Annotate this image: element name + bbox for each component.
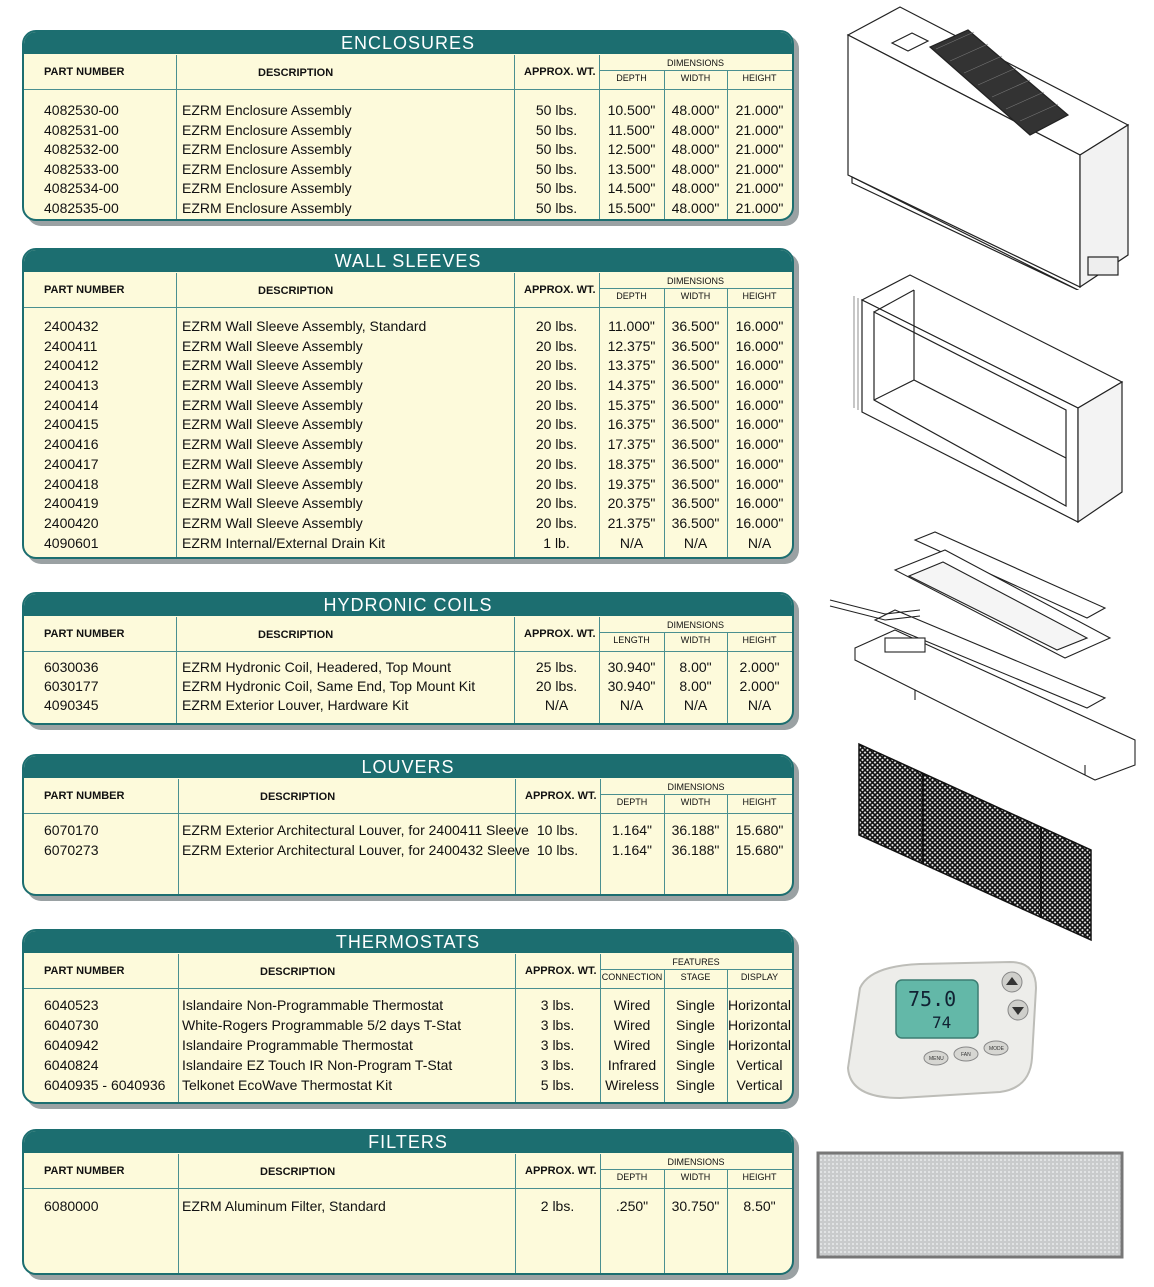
- value-col-2: 36.500": [671, 416, 720, 433]
- subcolumn-header: DEPTH: [616, 291, 647, 301]
- part-number: 6070170: [44, 822, 99, 838]
- value-col-2: 36.500": [671, 475, 720, 492]
- approx-weight: 50 lbs.: [535, 160, 578, 177]
- table-row: [24, 376, 792, 396]
- value-col-2: Single: [676, 1017, 715, 1033]
- description: Telkonet EcoWave Thermostat Kit: [182, 1077, 393, 1093]
- description-header: DESCRIPTION: [258, 67, 334, 79]
- part-number: 2400420: [44, 514, 99, 531]
- part-number: 2400413: [44, 377, 99, 394]
- section-title: FILTERS: [24, 1131, 792, 1153]
- approx-weight: 2 lbs.: [540, 1198, 575, 1214]
- table-row: [24, 1197, 792, 1217]
- subcolumn-header: DISPLAY: [740, 972, 779, 982]
- subcolumn-header: WIDTH: [680, 291, 711, 301]
- part-number: 6030177: [44, 678, 99, 695]
- value-col-3: 8.50": [743, 1198, 776, 1214]
- table-row: [24, 841, 792, 861]
- group-header: DIMENSIONS: [667, 782, 725, 792]
- set-temp-readout: 75.0: [908, 987, 957, 1011]
- value-col-2: N/A: [683, 534, 708, 551]
- value-col-1: Wired: [613, 997, 651, 1013]
- value-col-1: 11.000": [608, 318, 655, 334]
- value-col-2: 36.500": [671, 455, 720, 472]
- description: EZRM Wall Sleeve Assembly: [182, 514, 363, 531]
- value-col-2: 48.000": [671, 160, 720, 177]
- value-col-3: N/A: [747, 697, 772, 714]
- value-col-1: 12.375": [607, 337, 656, 354]
- table-row: [24, 677, 792, 696]
- value-col-3: 16.000": [735, 396, 784, 413]
- value-col-2: 48.000": [671, 141, 720, 158]
- part-number: 6040730: [44, 1017, 99, 1033]
- value-col-1: Infrared: [607, 1057, 657, 1073]
- value-col-1: 14.375": [607, 377, 656, 394]
- wall-sleeve-illustration: [850, 270, 1135, 525]
- value-col-3: 16.000": [735, 416, 784, 433]
- approx-weight-header: APPROX. WT.: [524, 284, 596, 296]
- louver-illustration: [855, 740, 1095, 945]
- subcolumn-header: LENGTH: [613, 635, 650, 645]
- approx-weight: 20 lbs.: [535, 416, 578, 433]
- value-col-1: 12.500": [607, 141, 656, 158]
- value-col-2: 36.188": [671, 841, 720, 858]
- table-row: [24, 1036, 792, 1056]
- value-col-3: 21.000": [735, 160, 784, 177]
- header-divider: [24, 988, 792, 989]
- table-row: [24, 179, 792, 199]
- group-header: DIMENSIONS: [666, 58, 724, 68]
- table-row: [24, 1076, 792, 1096]
- subcolumn-header: WIDTH: [680, 1172, 711, 1182]
- value-col-2: 36.500": [671, 396, 720, 413]
- approx-weight: 50 lbs.: [535, 180, 578, 197]
- part-number: 6070273: [44, 841, 99, 858]
- filters-section: [22, 1129, 794, 1275]
- value-col-3: 16.000": [735, 377, 784, 394]
- value-col-1: Wired: [613, 1017, 651, 1033]
- description: EZRM Wall Sleeve Assembly: [182, 396, 363, 413]
- value-col-2: Single: [676, 1057, 715, 1073]
- approx-weight: 50 lbs.: [535, 199, 578, 216]
- group-divider: [600, 1169, 792, 1170]
- part-number: 2400419: [44, 495, 99, 512]
- value-col-3: 16.000": [735, 495, 784, 512]
- table-row: [24, 1056, 792, 1076]
- group-divider: [599, 632, 792, 633]
- description: EZRM Enclosure Assembly: [182, 160, 352, 177]
- value-col-3: 16.000": [735, 318, 784, 334]
- value-col-2: 8.00": [679, 659, 712, 675]
- description: EZRM Wall Sleeve Assembly: [182, 475, 363, 492]
- value-col-1: 14.500": [607, 180, 656, 197]
- table-body: [24, 317, 792, 553]
- approx-weight-header: APPROX. WT.: [524, 66, 596, 78]
- table-row: [24, 121, 792, 141]
- approx-weight-header: APPROX. WT.: [525, 965, 597, 977]
- part-number: 6040935 - 6040936: [44, 1077, 166, 1093]
- value-col-2: 36.500": [671, 514, 720, 531]
- approx-weight: 3 lbs.: [540, 1017, 575, 1033]
- value-col-2: 30.750": [671, 1198, 720, 1214]
- approx-weight-header: APPROX. WT.: [524, 628, 596, 640]
- group-divider: [599, 288, 792, 289]
- value-col-3: Horizontal: [727, 997, 792, 1013]
- value-col-1: 30.940": [607, 678, 656, 695]
- table-row: [24, 415, 792, 435]
- column-divider: [664, 1170, 665, 1273]
- subcolumn-header: DEPTH: [616, 797, 648, 807]
- header-divider: [24, 307, 792, 308]
- approx-weight-header: APPROX. WT.: [525, 1165, 597, 1177]
- description: EZRM Wall Sleeve Assembly: [182, 455, 363, 472]
- approx-weight: 20 lbs.: [535, 337, 578, 354]
- description: EZRM Enclosure Assembly: [182, 121, 352, 138]
- description: EZRM Wall Sleeve Assembly: [182, 436, 363, 453]
- part-number: 4082532-00: [44, 141, 119, 158]
- table-row: [24, 494, 792, 514]
- table-row: [24, 317, 792, 337]
- description: EZRM Enclosure Assembly: [182, 199, 352, 216]
- approx-weight: 20 lbs.: [535, 475, 578, 492]
- value-col-3: 16.000": [735, 436, 784, 453]
- description-header: DESCRIPTION: [260, 1166, 336, 1178]
- description: EZRM Wall Sleeve Assembly: [182, 495, 363, 512]
- value-col-3: 16.000": [735, 514, 784, 531]
- value-col-3: 16.000": [735, 455, 784, 472]
- value-col-2: 36.500": [671, 436, 720, 453]
- part-number-header: PART NUMBER: [44, 965, 125, 977]
- approx-weight: 25 lbs.: [535, 659, 578, 675]
- approx-weight: 20 lbs.: [535, 455, 578, 472]
- table-row: [24, 199, 792, 219]
- header-divider: [24, 1188, 792, 1189]
- table-body: [24, 1197, 792, 1217]
- approx-weight: 50 lbs.: [535, 102, 578, 118]
- description: EZRM Wall Sleeve Assembly: [182, 416, 363, 433]
- enclosures-section: [22, 30, 794, 221]
- value-col-2: N/A: [683, 697, 708, 714]
- part-number: 2400414: [44, 396, 99, 413]
- approx-weight: 3 lbs.: [540, 1037, 575, 1053]
- subcolumn-header: WIDTH: [680, 797, 711, 807]
- table-row: [24, 435, 792, 455]
- value-col-2: Single: [676, 1037, 715, 1053]
- group-divider: [600, 969, 792, 970]
- approx-weight: 50 lbs.: [535, 141, 578, 158]
- value-col-2: 36.500": [671, 357, 720, 374]
- part-number-header: PART NUMBER: [44, 284, 125, 296]
- table-row: [24, 514, 792, 534]
- value-col-2: 8.00": [679, 678, 712, 695]
- section-title: ENCLOSURES: [24, 32, 792, 54]
- part-number: 4082534-00: [44, 180, 119, 197]
- value-col-3: Horizontal: [727, 1017, 792, 1033]
- column-divider: [727, 1170, 728, 1273]
- part-number: 4090601: [44, 534, 99, 551]
- fan-button-label: FAN: [961, 1052, 971, 1058]
- value-col-3: 16.000": [735, 357, 784, 374]
- description: Islandaire Programmable Thermostat: [182, 1037, 413, 1053]
- subcolumn-header: WIDTH: [680, 635, 711, 645]
- description: EZRM Exterior Architectural Louver, for 2400432 Sleeve: [182, 841, 530, 858]
- approx-weight: 20 lbs.: [535, 377, 578, 394]
- enclosure-illustration: [840, 5, 1130, 290]
- part-number: 6040523: [44, 997, 99, 1013]
- subcolumn-header: HEIGHT: [742, 635, 777, 645]
- value-col-3: Vertical: [736, 1057, 783, 1073]
- table-row: [24, 160, 792, 180]
- part-number: 2400416: [44, 436, 99, 453]
- value-col-3: 15.680": [735, 822, 784, 838]
- value-col-2: Single: [676, 997, 715, 1013]
- mode-button-label: MODE: [989, 1046, 1004, 1052]
- value-col-3: 21.000": [735, 102, 784, 118]
- value-col-2: 48.000": [671, 121, 720, 138]
- table-row: [24, 1016, 792, 1036]
- subcolumn-header: CONNECTION: [601, 972, 663, 982]
- value-col-3: N/A: [747, 534, 772, 551]
- value-col-2: Single: [676, 1077, 715, 1093]
- approx-weight: 20 lbs.: [535, 396, 578, 413]
- table-row: [24, 996, 792, 1016]
- description: EZRM Exterior Architectural Louver, for 2400411 Sleeve: [182, 822, 529, 838]
- part-number: 2400412: [44, 357, 99, 374]
- group-divider: [599, 70, 792, 71]
- value-col-2: 36.500": [671, 377, 720, 394]
- value-col-2: 48.000": [671, 199, 720, 216]
- table-row: [24, 455, 792, 475]
- value-col-1: 15.375": [607, 396, 656, 413]
- value-col-1: 13.375": [607, 357, 656, 374]
- value-col-2: 48.000": [671, 180, 720, 197]
- description-header: DESCRIPTION: [258, 285, 334, 297]
- part-number: 4082530-00: [44, 102, 119, 118]
- value-col-1: 19.375": [607, 475, 656, 492]
- part-number: 6040824: [44, 1057, 99, 1073]
- description: Islandaire EZ Touch IR Non-Program T-Stat: [182, 1057, 453, 1073]
- description: White-Rogers Programmable 5/2 days T-Stat: [182, 1017, 462, 1033]
- approx-weight: 20 lbs.: [535, 678, 578, 695]
- value-col-1: 1.164": [611, 822, 652, 838]
- approx-weight: 5 lbs.: [540, 1077, 575, 1093]
- value-col-2: 48.000": [671, 102, 720, 118]
- table-row: [24, 696, 792, 715]
- table-row: [24, 356, 792, 376]
- value-col-1: N/A: [619, 697, 644, 714]
- value-col-1: 17.375": [607, 436, 656, 453]
- approx-weight: 10 lbs.: [536, 841, 579, 858]
- value-col-3: 21.000": [735, 121, 784, 138]
- description: EZRM Hydronic Coil, Headered, Top Mount: [182, 659, 451, 675]
- description-header: DESCRIPTION: [258, 629, 334, 641]
- table-row: [24, 821, 792, 841]
- approx-weight-header: APPROX. WT.: [525, 790, 597, 802]
- approx-weight: 10 lbs.: [536, 822, 579, 838]
- value-col-1: 18.375": [607, 455, 656, 472]
- description: EZRM Aluminum Filter, Standard: [182, 1198, 386, 1214]
- approx-weight: 3 lbs.: [540, 1057, 575, 1073]
- header-divider: [24, 813, 792, 814]
- value-col-3: 16.000": [735, 337, 784, 354]
- description: EZRM Wall Sleeve Assembly: [182, 357, 363, 374]
- header-divider: [24, 651, 792, 652]
- group-header: DIMENSIONS: [667, 1157, 725, 1167]
- value-col-1: N/A: [619, 534, 644, 551]
- louvers-section: [22, 754, 794, 896]
- menu-button-label: MENU: [929, 1056, 944, 1062]
- value-col-1: .250": [615, 1198, 649, 1214]
- value-col-2: 36.188": [671, 822, 720, 838]
- part-number: 6030036: [44, 659, 99, 675]
- subcolumn-header: STAGE: [680, 972, 711, 982]
- description: EZRM Internal/External Drain Kit: [182, 534, 386, 551]
- approx-weight: 20 lbs.: [535, 318, 578, 334]
- table-row: [24, 140, 792, 160]
- value-col-1: 15.500": [607, 199, 656, 216]
- group-header: DIMENSIONS: [666, 620, 724, 630]
- part-number: 4090345: [44, 697, 99, 714]
- value-col-1: 10.500": [607, 102, 656, 118]
- approx-weight: 20 lbs.: [535, 514, 578, 531]
- value-col-1: Wireless: [605, 1077, 659, 1093]
- value-col-3: Vertical: [736, 1077, 783, 1093]
- filter-illustration: [815, 1150, 1125, 1260]
- description: EZRM Exterior Louver, Hardware Kit: [182, 697, 409, 714]
- section-title: HYDRONIC COILS: [24, 594, 792, 616]
- table-row: [24, 658, 792, 677]
- subcolumn-header: HEIGHT: [742, 73, 777, 83]
- description-header: DESCRIPTION: [260, 791, 336, 803]
- value-col-3: 21.000": [735, 141, 784, 158]
- value-col-1: 11.500": [608, 121, 655, 138]
- value-col-3: 2.000": [739, 659, 780, 675]
- value-col-1: 13.500": [607, 160, 656, 177]
- value-col-2: 36.500": [671, 318, 720, 334]
- description: EZRM Hydronic Coil, Same End, Top Mount Kit: [182, 678, 476, 695]
- part-number: 2400411: [44, 337, 98, 354]
- part-number-header: PART NUMBER: [44, 628, 125, 640]
- hydronic-coils-section: [22, 592, 794, 725]
- value-col-1: 16.375": [607, 416, 656, 433]
- approx-weight: 3 lbs.: [540, 997, 575, 1013]
- room-temp-readout: 74: [932, 1013, 952, 1032]
- value-col-3: 2.000": [739, 678, 780, 695]
- value-col-2: 36.500": [671, 495, 720, 512]
- header-divider: [24, 89, 792, 90]
- subcolumn-header: HEIGHT: [742, 797, 777, 807]
- part-number: 6040942: [44, 1037, 99, 1053]
- value-col-1: 21.375": [607, 514, 656, 531]
- table-row: [24, 337, 792, 357]
- part-number: 4082535-00: [44, 199, 119, 216]
- value-col-1: 20.375": [607, 495, 656, 512]
- group-header: FEATURES: [672, 957, 720, 967]
- approx-weight: N/A: [544, 697, 569, 714]
- description: EZRM Enclosure Assembly: [182, 141, 352, 158]
- subcolumn-header: WIDTH: [680, 73, 711, 83]
- part-number-header: PART NUMBER: [44, 790, 125, 802]
- description: EZRM Enclosure Assembly: [182, 102, 352, 118]
- description-header: DESCRIPTION: [260, 966, 336, 978]
- approx-weight: 20 lbs.: [535, 436, 578, 453]
- table-row: [24, 101, 792, 121]
- part-number: 6080000: [44, 1198, 99, 1214]
- subcolumn-header: HEIGHT: [742, 291, 777, 301]
- table-body: [24, 996, 792, 1096]
- part-number: 2400417: [44, 455, 99, 472]
- section-title: WALL SLEEVES: [24, 250, 792, 272]
- value-col-1: 30.940": [607, 659, 656, 675]
- table-row: [24, 534, 792, 554]
- thermostats-section: [22, 929, 794, 1104]
- table-row: [24, 475, 792, 495]
- wall-sleeves-section: [22, 248, 794, 559]
- description: EZRM Wall Sleeve Assembly: [182, 337, 363, 354]
- part-number: 2400432: [44, 318, 99, 334]
- table-body: [24, 821, 792, 860]
- subcolumn-header: DEPTH: [616, 73, 647, 83]
- part-number: 4082533-00: [44, 160, 119, 177]
- description: Islandaire Non-Programmable Thermostat: [182, 997, 444, 1013]
- part-number: 4082531-00: [44, 121, 119, 138]
- value-col-3: Horizontal: [727, 1037, 792, 1053]
- part-number: 2400418: [44, 475, 99, 492]
- subcolumn-header: DEPTH: [616, 1172, 648, 1182]
- table-row: [24, 396, 792, 416]
- value-col-3: 21.000": [735, 199, 784, 216]
- section-title: LOUVERS: [24, 756, 792, 778]
- approx-weight: 50 lbs.: [535, 121, 578, 138]
- description: EZRM Enclosure Assembly: [182, 180, 352, 197]
- description: EZRM Wall Sleeve Assembly: [182, 377, 363, 394]
- value-col-3: 16.000": [735, 475, 784, 492]
- thermostat-illustration: [840, 958, 1040, 1103]
- value-col-3: 21.000": [735, 180, 784, 197]
- section-title: THERMOSTATS: [24, 931, 792, 953]
- subcolumn-header: HEIGHT: [742, 1172, 777, 1182]
- group-divider: [600, 794, 792, 795]
- table-body: [24, 101, 792, 219]
- group-header: DIMENSIONS: [666, 276, 724, 286]
- part-number-header: PART NUMBER: [44, 66, 125, 78]
- part-number-header: PART NUMBER: [44, 1165, 125, 1177]
- approx-weight: 20 lbs.: [535, 495, 578, 512]
- approx-weight: 1 lb.: [543, 534, 570, 551]
- value-col-1: 1.164": [611, 841, 652, 858]
- value-col-2: 36.500": [671, 337, 720, 354]
- approx-weight: 20 lbs.: [535, 357, 578, 374]
- part-number: 2400415: [44, 416, 99, 433]
- value-col-3: 15.680": [735, 841, 784, 858]
- value-col-1: Wired: [613, 1037, 651, 1053]
- table-body: [24, 658, 792, 716]
- description: EZRM Wall Sleeve Assembly, Standard: [182, 318, 427, 334]
